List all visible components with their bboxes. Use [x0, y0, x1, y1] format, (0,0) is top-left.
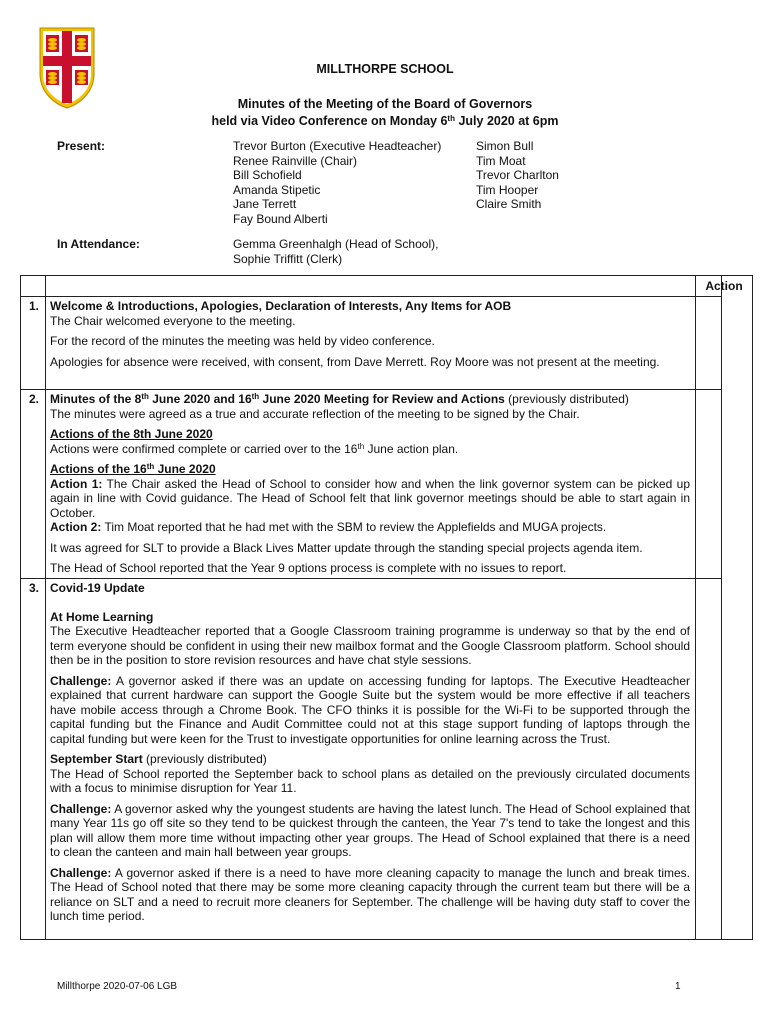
attendee: Sophie Triffitt (Clerk): [233, 251, 343, 266]
attendee: Simon Bull: [476, 139, 534, 153]
item-heading: Covid-19 Update: [50, 581, 145, 595]
table-divider: [20, 296, 722, 297]
item-paragraph: It was agreed for SLT to provide a Black Lives Matter update through the standing special projects agenda item.: [50, 540, 643, 555]
footer-document-ref: Millthorpe 2020-07-06 LGB: [57, 981, 178, 992]
item-paragraph: For the record of the minutes the meeting was held by video conference.: [50, 334, 435, 348]
agenda-item-2: [50, 392, 690, 582]
agenda-item-3: [50, 581, 690, 930]
present-label: Present:: [57, 139, 106, 153]
item-heading: Minutes of the 8th June 2020 and 16th June 2020 Meeting for Review and Actions (previously distributed): [50, 392, 629, 406]
attendee: Claire Smith: [476, 197, 542, 211]
table-divider: [20, 389, 722, 390]
item-paragraph: Challenge: A governor asked if there is a need to have more cleaning capacity to manage the lunch and break times. The Head of School noted that there may be some more cleaning capacity through the current team but there will be a reliance on SLT and a need to recruit more cleaners for September. The challenge will be having duty staff to cover the lunch time period.: [50, 865, 690, 923]
item-paragraph: The Chair welcomed everyone to the meeting.: [50, 313, 296, 328]
subheading: Actions of the 16th June 2020: [50, 462, 216, 476]
item-number: 1.: [28, 299, 39, 313]
attendee: Trevor Charlton: [476, 168, 559, 182]
attendee: Amanda Stipetic: [233, 182, 321, 197]
present-list-1: [233, 139, 441, 226]
attendee: Renee Rainville (Chair): [233, 153, 358, 168]
document-subtitle: held via Video Conference on Monday 6th July 2020 at 6pm: [211, 114, 559, 128]
item-paragraph: Actions of the 8th June 2020 Actions were confirmed complete or carried over to the 16th June action plan.: [50, 427, 690, 456]
attendee: Fay Bound Alberti: [233, 211, 328, 226]
item-paragraph: At Home Learning The Executive Headteacher reported that a Google Classroom training programme is underway so that by the end of term everyone should be confident in using their new mailbox format and the Google Classroom platform. School should then be in the position to store revision resources and have chat style sessions.: [50, 609, 690, 667]
attendee: Jane Terrett: [233, 197, 297, 211]
action-column: [695, 275, 753, 940]
page-number: 1: [675, 981, 681, 992]
item-paragraph: September Start (previously distributed) The Head of School reported the September back to school plans as detailed on the previously circulated documents with a focus to minimise disruption for Year 11.: [50, 752, 690, 795]
item-heading: Welcome & Introductions, Apologies, Declaration of Interests, Any Items for AOB: [50, 299, 512, 313]
school-name: MILLTHORPE SCHOOL: [316, 62, 454, 76]
subheading: At Home Learning: [50, 609, 154, 624]
item-paragraph: Challenge: A governor asked why the youngest students are having the latest lunch. The Head of School explained that many Year 11s go off site so they tend to be quickest through the canteen, the Year 7's tend to take the longest and this plan will allow them more time without impacting other year groups. The Head of School explained that there is a need to clean the canteen and main hall between year groups.: [50, 801, 690, 859]
subheading: September Start: [50, 752, 143, 766]
document-title: Minutes of the Meeting of the Board of Governors: [237, 97, 533, 111]
item-paragraph: The minutes were agreed as a true and accurate reflection of the meeting to be signed by the Chair.: [50, 406, 580, 421]
present-list-2: [476, 139, 559, 212]
agenda-item-1: [50, 299, 690, 375]
action-column-header: Action: [705, 279, 743, 293]
item-number: 2.: [28, 392, 39, 406]
table-divider: [45, 275, 46, 940]
item-number: 3.: [28, 581, 39, 595]
subheading: Actions of the 8th June 2020: [50, 427, 213, 441]
attendance-label: In Attendance:: [57, 237, 140, 251]
attendee: Tim Hooper: [476, 182, 539, 197]
item-paragraph: Apologies for absence were received, with consent, from Dave Merrett. Roy Moore was not present at the meeting.: [50, 354, 660, 369]
attendee: Trevor Burton (Executive Headteacher): [233, 139, 442, 153]
item-paragraph: Actions of the 16th June 2020 Action 1: The Chair asked the Head of School to consider how and when the link governor system can be picked up again in line with Covid guidance. The Head of School felt that link governor meetings should be able to start again in October. Action 2: Tim Moat reported that he had met with the SBM to review the Applefields and MUGA projects.: [50, 462, 691, 534]
attendee: Bill Schofield: [233, 168, 302, 182]
attendee: Tim Moat: [476, 153, 526, 168]
item-paragraph: Challenge: A governor asked if there was an update on accessing funding for laptops. The Executive Headteacher explained that current hardware can support the Google Suite but the system would be more effective if all teachers have mobile access through a Chrome Book. The CFO thinks it is possible for the Wi-Fi to be supported through the capital funding but the Finance and Audit Committee could not at this stage support funding of laptops through the capital funding but were keen for the Trust to investigate opportunities for online learning across the Trust.: [50, 673, 690, 746]
attendee: Gemma Greenhalgh (Head of School),: [233, 237, 439, 251]
attendance-list: [233, 237, 438, 266]
item-paragraph: The Head of School reported that the Year 9 options process is complete with no issues to report.: [50, 561, 567, 575]
